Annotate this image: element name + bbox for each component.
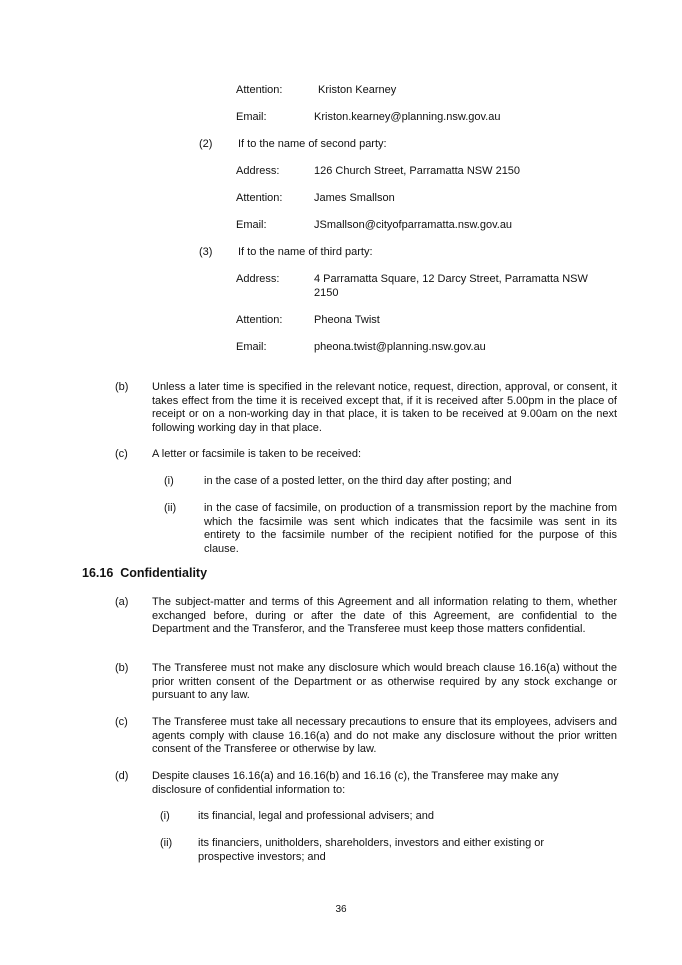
email-label: Email: — [236, 111, 267, 123]
list-number: (3) — [199, 246, 213, 258]
email-label: Email: — [236, 341, 267, 353]
address-value: 126 Church Street, Parramatta NSW 2150 — [314, 165, 521, 177]
clause-text: The Transferee must not make any disclosure which would breach clause 16.16(a) without the prior written consent of the Department or as otherwise required by any stock exchange or pursuant to any law. — [152, 662, 617, 701]
attention-label: Attention: — [236, 192, 283, 204]
subclause-text: its financial, legal and professional advisers; and — [198, 810, 435, 822]
clause-number: (b) — [115, 662, 129, 674]
subclause-number: (i) — [164, 475, 174, 487]
subclause-number: (i) — [160, 810, 170, 822]
address-value: 4 Parramatta Square, 12 Darcy Street, Parramatta NSW 2150 — [314, 273, 588, 299]
clause-number: (c) — [115, 448, 128, 460]
address-label: Address: — [236, 165, 280, 177]
subclause-number: (ii) — [160, 837, 173, 849]
section-heading: 16.16 Confidentiality — [82, 566, 208, 580]
subclause-text: in the case of facsimile, on production of a transmission report by the machine from which the facsimile was sent which indicates that the facsimile was sent in its entirety to the facsimile number of the recipient notified for the purpose of this clause. — [204, 502, 617, 555]
attention-value: James Smallson — [314, 192, 395, 204]
clause-text: Unless a later time is specified in the relevant notice, request, direction, approval, or consent, it takes effect from the time it is received except that, if it is received after 5.00pm in the place of receipt or on a non-working day in that place, it is taken to be received at 9.00am on the next following working day in that place. — [152, 381, 617, 434]
attention-value: Kriston Kearney — [318, 84, 397, 96]
email-value: JSmallson@cityofparramatta.nsw.gov.au — [314, 219, 513, 231]
clause-text: Despite clauses 16.16(a) and 16.16(b) and 16.16 (c), the Transferee may make any disclosure of confidential information to: — [152, 770, 559, 796]
email-label: Email: — [236, 219, 267, 231]
address-label: Address: — [236, 273, 280, 285]
clause-number: (d) — [115, 770, 129, 782]
email-value: Kriston.kearney@planning.nsw.gov.au — [314, 111, 501, 123]
clause-text: The Transferee must take all necessary precautions to ensure that its employees, advisers and agents comply with clause 16.16(a) and do not make any disclosure without the prior written consent of the Transferee or otherwise by law. — [152, 716, 617, 755]
subclause-number: (ii) — [164, 502, 177, 514]
clause-number: (b) — [115, 381, 129, 393]
attention-label: Attention: — [236, 314, 283, 326]
subclause-text: its financiers, unitholders, shareholders, investors and either existing or prospective investors; and — [198, 837, 545, 863]
email-value: pheona.twist@planning.nsw.gov.au — [314, 341, 486, 353]
clause-number: (c) — [115, 716, 128, 728]
subclause-text: in the case of a posted letter, on the third day after posting; and — [204, 475, 512, 487]
clause-text: A letter or facsimile is taken to be received: — [152, 448, 362, 460]
clause-number: (a) — [115, 596, 129, 608]
attention-label: Attention: — [236, 84, 283, 96]
notice-intro: If to the name of third party: — [238, 246, 373, 258]
clause-text: The subject-matter and terms of this Agreement and all information relating to them, whether exchanged before, during or after the date of this Agreement, are confidential to the Department and the Transferor, and the Transferee must keep those matters confidential. — [152, 596, 617, 635]
page-number: 36 — [335, 904, 347, 915]
attention-value: Pheona Twist — [314, 314, 380, 326]
list-number: (2) — [199, 138, 213, 150]
notice-intro: If to the name of second party: — [238, 138, 387, 150]
